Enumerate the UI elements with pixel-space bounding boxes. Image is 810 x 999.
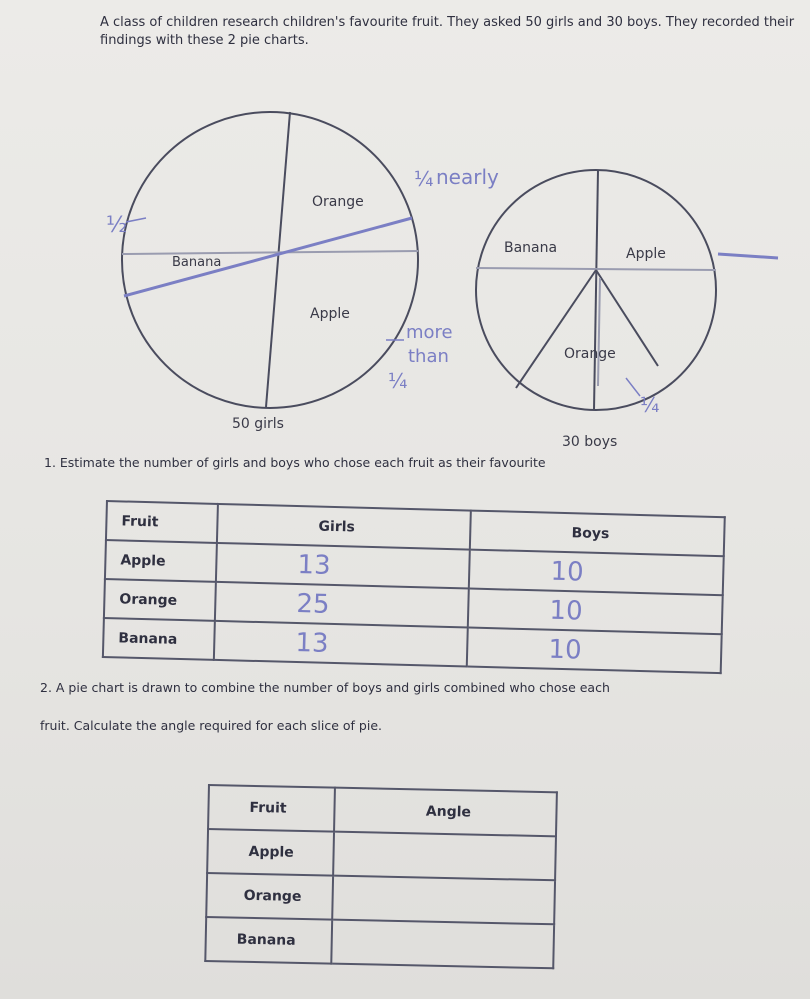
header-fruit: Fruit — [106, 501, 218, 543]
table-header-row — [208, 785, 557, 836]
question-2-line-2: fruit. Calculate the angle required for each slice of pie. — [40, 718, 382, 733]
girls-label-apple: Apple — [310, 306, 350, 322]
girls-pie-divider-horizontal — [122, 251, 418, 254]
header-fruit: Fruit — [208, 785, 335, 832]
header-angle: Angle — [334, 788, 556, 837]
row-apple-girls[interactable]: 13 — [216, 543, 470, 589]
boys-note-quarter: ¼ — [640, 393, 660, 417]
row-apple-fruit: Apple — [105, 540, 217, 582]
table-row — [205, 917, 554, 968]
girls-pie-divider-vertical — [266, 112, 290, 407]
row-apple-boys[interactable]: 10 — [469, 550, 724, 596]
row-banana-boys[interactable]: 10 — [467, 628, 722, 674]
girls-note-nearly: nearly — [436, 165, 499, 189]
question-2-line-1: 2. A pie chart is drawn to combine the number of boys and girls combined who chose each — [40, 680, 610, 695]
row-banana-fruit: Banana — [103, 618, 215, 660]
boys-label-orange: Orange — [564, 346, 616, 362]
row-banana-girls[interactable]: 13 — [214, 621, 468, 667]
girls-label-orange: Orange — [312, 194, 364, 210]
row-apple-fruit: Apple — [207, 829, 334, 876]
row-orange-fruit: Orange — [104, 579, 216, 621]
girls-note-half: ½ — [106, 213, 128, 238]
girls-note-more: more — [406, 322, 453, 343]
girls-note-nearly-quarter: ¼ — [414, 167, 434, 191]
boys-pie-divider-horizontal — [476, 268, 716, 270]
row-apple-angle[interactable] — [334, 832, 556, 881]
table-row — [207, 829, 556, 880]
boys-label-apple: Apple — [626, 246, 666, 262]
question-1: 1. Estimate the number of girls and boys who chose each fruit as their favourite — [44, 455, 546, 470]
row-orange-angle[interactable] — [333, 876, 555, 925]
row-orange-fruit: Orange — [206, 873, 333, 920]
girls-note-quarter: ¼ — [388, 369, 408, 393]
row-orange-girls[interactable]: 25 — [215, 582, 469, 628]
boys-caption: 30 boys — [562, 434, 618, 450]
girls-pie-pencil-line — [124, 218, 412, 296]
header-boys: Boys — [470, 511, 725, 557]
angle-table — [204, 784, 558, 969]
row-banana-angle[interactable] — [332, 920, 554, 969]
row-banana-fruit: Banana — [205, 917, 332, 964]
estimate-table — [102, 500, 726, 674]
girls-caption: 50 girls — [232, 416, 284, 432]
row-orange-boys[interactable]: 10 — [468, 589, 723, 635]
header-girls: Girls — [217, 504, 471, 550]
boys-pie-divider-left — [516, 270, 596, 388]
table-row — [206, 873, 555, 924]
girls-label-banana: Banana — [172, 255, 222, 270]
intro-text: A class of children research children's favourite fruit. They asked 50 girls and 30 boys. They recorded their findings with these 2 pie charts. — [100, 15, 795, 48]
girls-note-than: than — [408, 346, 449, 367]
boys-label-banana: Banana — [504, 240, 558, 256]
